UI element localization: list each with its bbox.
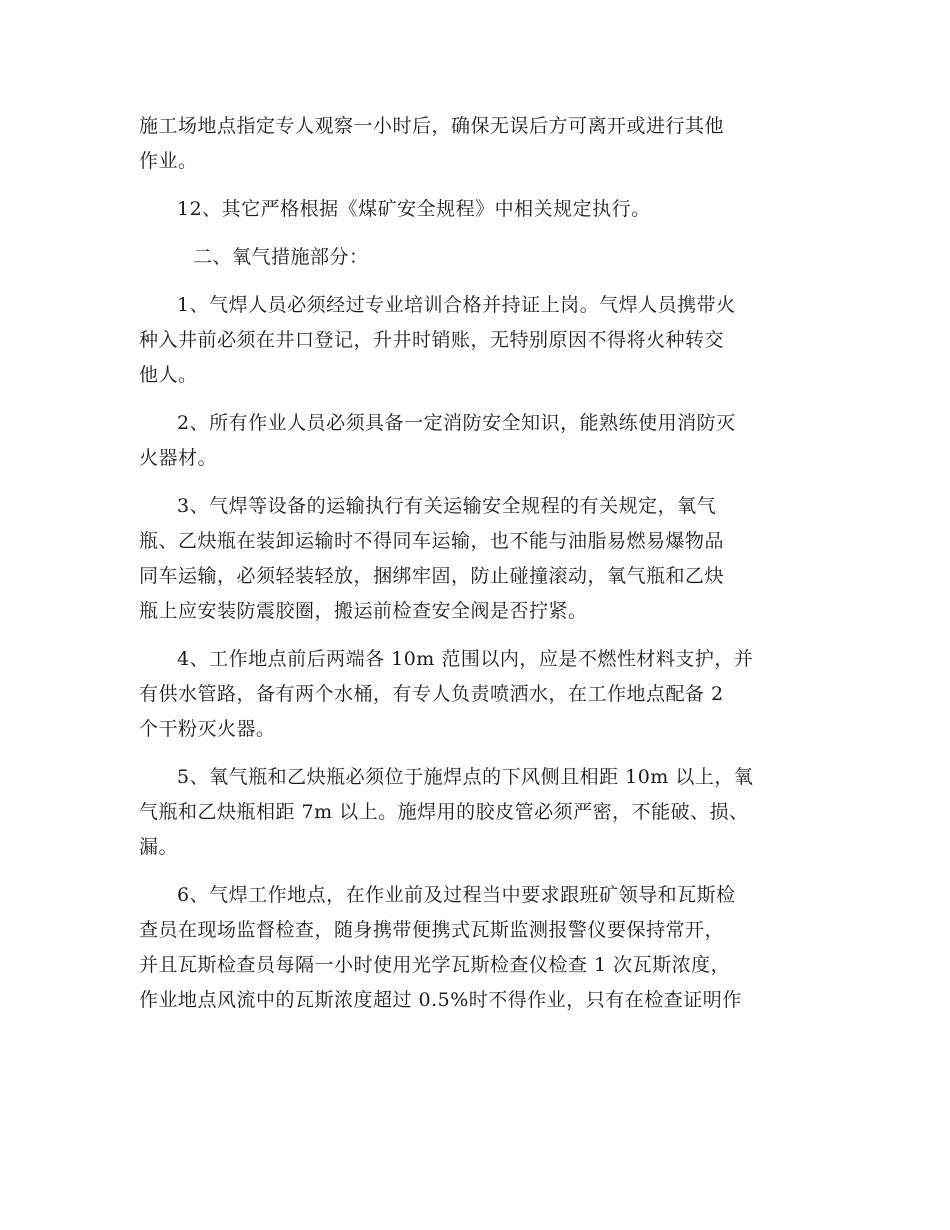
paragraph-item-6 xyxy=(139,878,809,1018)
text-line: 有供水管路，备有两个水桶，有专人负责喷洒水，在工作地点配备 2 xyxy=(139,683,724,705)
text-line: 6、气焊工作地点，在作业前及过程当中要求跟班矿领导和瓦斯检 xyxy=(177,884,736,906)
paragraph-item-4 xyxy=(139,642,809,747)
text-line: 5、氧气瓶和乙炔瓶必须位于施焊点的下风侧且相距 10m 以上，氧 xyxy=(177,766,754,788)
text-line: 漏。 xyxy=(139,836,179,858)
text-line: 4、工作地点前后两端各 10m 范围以内，应是不燃性材料支护，并 xyxy=(177,648,754,670)
text-line: 他人。 xyxy=(139,364,198,386)
paragraph-item-5 xyxy=(139,760,809,865)
paragraph-item-2 xyxy=(139,406,809,476)
text-line: 气瓶和乙炔瓶相距 7m 以上。施焊用的胶皮管必须严密，不能破、损、 xyxy=(139,801,749,823)
text-line: 12、其它严格根据《煤矿安全规程》中相关规定执行。 xyxy=(177,198,651,220)
text-line: 2、所有作业人员必须具备一定消防安全知识，能熟练使用消防灭 xyxy=(177,412,736,434)
paragraph-item-12 xyxy=(139,192,809,227)
text-line: 并且瓦斯检查员每隔一小时使用光学瓦斯检查仪检查 1 次瓦斯浓度， xyxy=(139,954,731,976)
document-body xyxy=(139,109,809,1018)
text-line: 施工场地点指定专人观察一小时后，确保无误后方可离开或进行其他 xyxy=(139,115,725,137)
text-line: 查员在现场监督检查，随身携带便携式瓦斯监测报警仪要保持常开， xyxy=(139,919,725,941)
text-line: 二、氧气措施部分： xyxy=(193,246,369,268)
section-heading-oxygen xyxy=(139,240,809,275)
paragraph-item-1 xyxy=(139,288,809,393)
text-line: 瓶、乙炔瓶在装卸运输时不得同车运输，也不能与油脂易燃易爆物品 xyxy=(139,530,725,552)
text-line: 作业地点风流中的瓦斯浓度超过 0.5%时不得作业，只有在检查证明作 xyxy=(139,989,742,1011)
text-line: 火器材。 xyxy=(139,447,218,469)
text-line: 1、气焊人员必须经过专业培训合格并持证上岗。气焊人员携带火 xyxy=(177,294,736,316)
paragraph-item-3 xyxy=(139,489,809,629)
paragraph-continuation xyxy=(139,109,809,179)
text-line: 同车运输，必须轻装轻放，捆绑牢固，防止碰撞滚动，氧气瓶和乙炔 xyxy=(139,565,725,587)
text-line: 个干粉灭火器。 xyxy=(139,718,276,740)
text-line: 作业。 xyxy=(139,150,198,172)
text-line: 3、气焊等设备的运输执行有关运输安全规程的有关规定，氧气 xyxy=(177,495,717,517)
text-line: 瓶上应安装防震胶圈，搬运前检查安全阀是否拧紧。 xyxy=(139,600,588,622)
text-line: 种入井前必须在井口登记，升井时销账，无特别原因不得将火种转交 xyxy=(139,329,725,351)
